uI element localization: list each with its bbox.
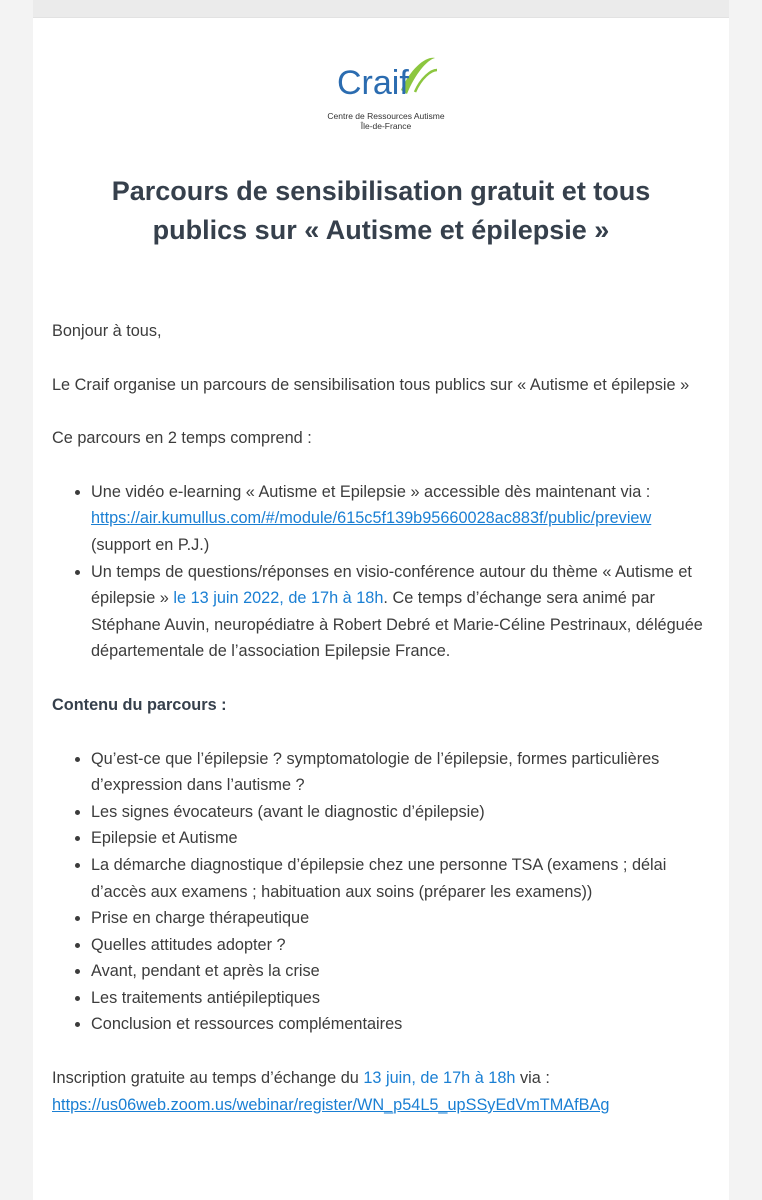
list-item: • Avant, pendant et après la crise [91,958,712,985]
contenu-list [52,746,712,1039]
list-item: • Quelles attitudes adopter ? [91,932,712,959]
list-item: • La démarche diagnostique d’épilepsie chez une personne TSA (examens ; délai d’accès aux examens ; habituation aux soins (préparer les examens)) [91,852,712,905]
list-item: • Epilepsie et Autisme [91,825,712,852]
message-content [52,318,712,1118]
list-item: • Prise en charge thérapeutique [91,905,712,932]
title-line-2: publics sur « Autisme et épilepsie » [152,215,610,245]
parcours-list [52,479,712,665]
parcours-intro: Ce parcours en 2 temps comprend : [52,429,312,448]
inscription-date: 13 juin, de 17h à 18h [363,1069,516,1088]
list-item [91,479,712,559]
list-item: • Conclusion et ressources complémentaires [91,1011,712,1038]
logo-subtitle-1: Centre de Ressources Autisme [327,111,445,121]
email-body [33,18,729,1200]
list-item: • Les traitements antiépileptiques [91,985,712,1012]
logo-subtitle-2: Île-de-France [360,121,412,131]
bullet-1-tail: (support en P.J.) [91,535,210,554]
list-item [91,559,712,665]
list-item: • Qu’est-ce que l’épilepsie ? symptomatologie de l’épilepsie, formes particulières d’expression dans l’autisme ? [91,746,712,799]
title-line-1: Parcours de sensibilisation gratuit et tous [111,176,651,206]
inscription-text-before: Inscription gratuite au temps d’échange du [52,1069,364,1088]
greeting: Bonjour à tous, [52,322,162,340]
elearning-link[interactable]: https://air.kumullus.com/#/module/615c5f139b95660028ac883f/public/preview [91,509,652,528]
inscription-text-after: via : [515,1069,550,1088]
bullet-1-text: Une vidéo e-learning « Autisme et Epilepsie » accessible dès maintenant via : [91,482,651,501]
inscription-paragraph [52,1065,712,1118]
bullet-2-text-before: Un temps de questions/réponses en visio-conférence autour du thème « Autisme et épilepsie » [91,562,692,608]
bullet-2-date: le 13 juin 2022, de 17h à 18h [173,589,384,608]
top-bar [33,0,729,18]
zoom-register-link[interactable]: https://us06web.zoom.us/webinar/register/WN_p54L5_upSSyEdVmTMAfBAg [52,1095,610,1114]
list-item: • Les signes évocateurs (avant le diagnostic d’épilepsie) [91,799,712,826]
intro-paragraph: Le Craif organise un parcours de sensibilisation tous publics sur « Autisme et épilepsie » [52,375,690,394]
bullet-2-text-after: . Ce temps d’échange sera animé par Stéphane Auvin, neuropédiatre à Robert Debré et Marie-Céline Pestrinaux, déléguée départementale de l’association Epilepsie France. [91,589,703,661]
logo-brand-text: Craif [337,64,409,102]
contenu-heading: Contenu du parcours : [52,695,227,714]
craif-logo [316,48,456,133]
page-title [33,172,729,250]
craif-logo-mark [331,48,441,108]
